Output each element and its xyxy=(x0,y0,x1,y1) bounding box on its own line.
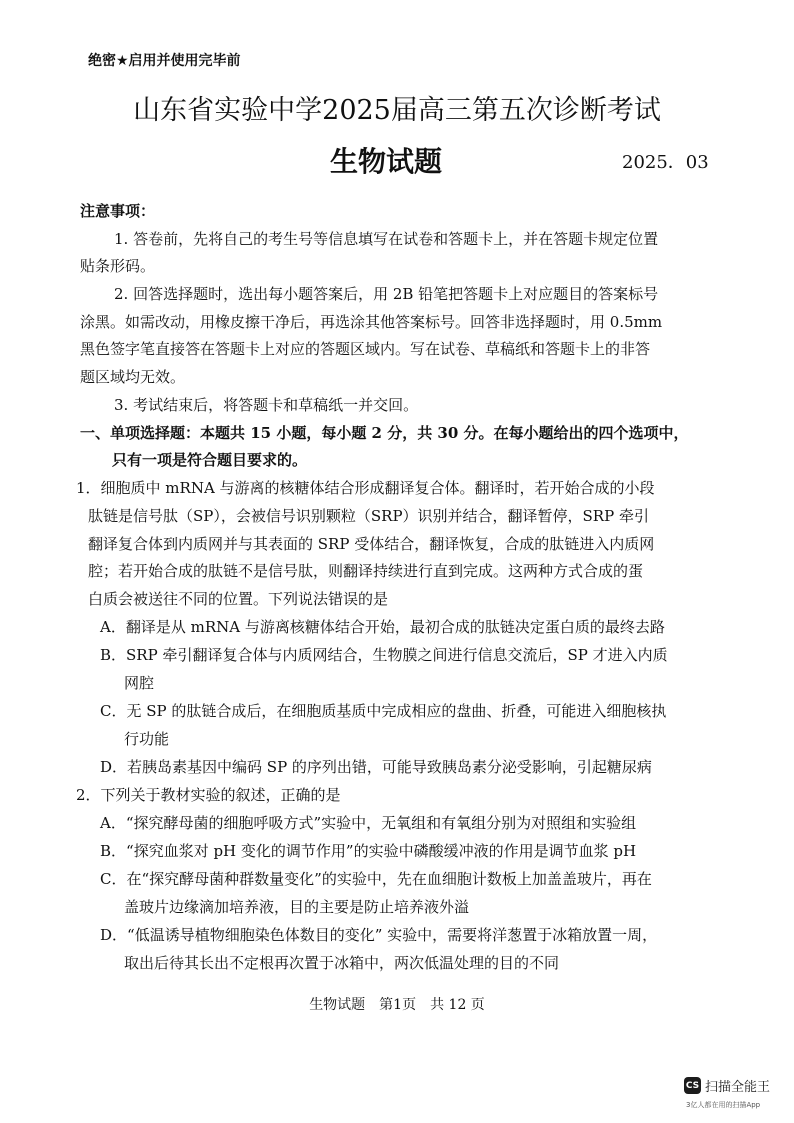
notice-line: 题区域均无效。 xyxy=(80,368,186,386)
exam-title: 山东省实验中学2025届高三第五次诊断考试 xyxy=(133,95,661,126)
question-1-option-d: D．若胰岛素基因中编码 SP 的序列出错，可能导致胰岛素分泌受影响，引起糖尿病 xyxy=(100,758,652,776)
question-1-option-b-cont: 网腔 xyxy=(124,674,155,692)
notice-line: 贴条形码。 xyxy=(80,257,156,275)
notice-line: 3. 考试结束后，将答题卡和草稿纸一并交回。 xyxy=(114,396,419,414)
camscanner-logo-icon: CS xyxy=(684,1077,701,1094)
scanner-name: 扫描全能王 xyxy=(705,1080,771,1095)
question-1-option-a: A．翻译是从 mRNA 与游离核糖体结合开始，最初合成的肽链决定蛋白质的最终去路 xyxy=(100,618,665,636)
confidential-mark: 绝密★启用并使用完毕前 xyxy=(88,53,241,69)
question-1-stem: 白质会被送往不同的位置。下列说法错误的是 xyxy=(88,590,389,608)
question-1-option-c-cont: 行功能 xyxy=(124,730,170,748)
notice-line: 黑色签字笔直接答在答题卡上对应的答题区域内。写在试卷、草稿纸和答题卡上的非答 xyxy=(80,340,651,358)
notice-heading: 注意事项： xyxy=(80,202,156,220)
question-2-stem: 2．下列关于教材实验的叙述，正确的是 xyxy=(76,786,341,804)
section-heading-cont: 只有一项是符合题目要求的。 xyxy=(112,451,308,469)
scanner-watermark xyxy=(684,1076,770,1095)
question-2-option-c: C．在“探究酵母菌种群数量变化”的实验中，先在血细胞计数板上加盖盖玻片，再在 xyxy=(100,870,652,888)
question-1-option-b: B．SRP 牵引翻译复合体与内质网结合，生物膜之间进行信息交流后，SP 才进入内质 xyxy=(100,646,668,664)
question-1-stem: 1．细胞质中 mRNA 与游离的核糖体结合形成翻译复合体。翻译时，若开始合成的小段 xyxy=(76,479,655,497)
question-1-stem: 腔；若开始合成的肽链不是信号肽，则翻译持续进行直到完成。这两种方式合成的蛋 xyxy=(88,562,644,580)
scanner-tagline: 3亿人都在用的扫描App xyxy=(686,1101,761,1109)
exam-date: 2025．03 xyxy=(622,152,709,173)
notice-line: 1. 答卷前，先将自己的考生号等信息填写在试卷和答题卡上，并在答题卡规定位置 xyxy=(114,230,659,248)
notice-line: 涂黑。如需改动，用橡皮擦干净后，再选涂其他答案标号。回答非选择题时，用 0.5mm xyxy=(80,313,663,331)
question-1-stem: 翻译复合体到内质网并与其表面的 SRP 受体结合，翻译恢复，合成的肽链进入内质网 xyxy=(88,535,655,553)
question-1-option-c: C．无 SP 的肽链合成后，在细胞质基质中完成相应的盘曲、折叠，可能进入细胞核执 xyxy=(100,702,667,720)
question-2-option-b: B．“探究血浆对 pH 变化的调节作用”的实验中磷酸缓冲液的作用是调节血浆 pH xyxy=(100,842,637,860)
section-heading: 一、单项选择题：本题共 15 小题，每小题 2 分，共 30 分。在每小题给出的四个选项中， xyxy=(80,424,689,442)
notice-line: 2. 回答选择题时，选出每小题答案后，用 2B 铅笔把答题卡上对应题目的答案标号 xyxy=(114,285,659,303)
question-2-option-c-cont: 盖玻片边缘滴加培养液，目的主要是防止培养液外溢 xyxy=(124,898,470,916)
question-2-option-a: A．“探究酵母菌的细胞呼吸方式”实验中，无氧组和有氧组分别为对照组和实验组 xyxy=(100,814,637,832)
question-2-option-d: D．“低温诱导植物细胞染色体数目的变化” 实验中，需要将洋葱置于冰箱放置一周， xyxy=(100,926,658,944)
question-2-option-d-cont: 取出后待其长出不定根再次置于冰箱中，两次低温处理的目的不同 xyxy=(124,954,560,972)
page-footer: 生物试题 第1页 共 12 页 xyxy=(309,997,485,1013)
subject-title: 生物试题 xyxy=(330,145,443,178)
question-1-stem: 肽链是信号肽（SP），会被信号识别颗粒（SRP）识别并结合，翻译暂停，SRP 牵引 xyxy=(88,507,649,525)
